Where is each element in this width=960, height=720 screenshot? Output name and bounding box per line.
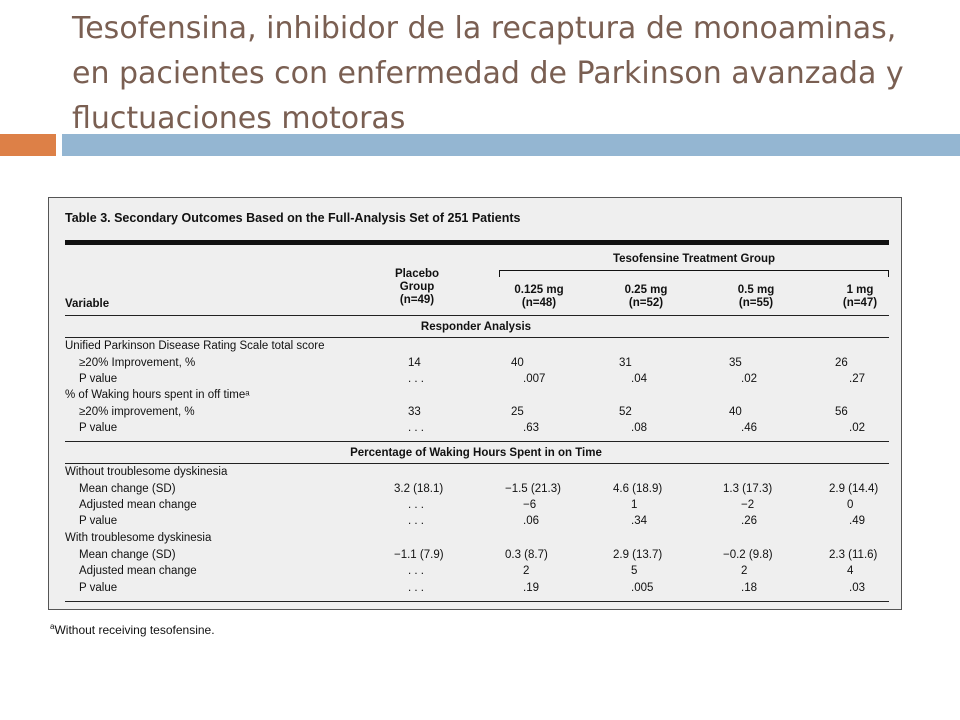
- cell-dose-0125: −6: [523, 499, 537, 511]
- header-dose: 0.25 mg: [624, 284, 668, 296]
- cell-dose-0125: −1.5 (21.3): [505, 483, 561, 495]
- cell-placebo: . . .: [408, 565, 424, 577]
- cell-placebo: −1.1 (7.9): [394, 549, 444, 561]
- cell-dose-05: .26: [741, 515, 757, 527]
- row-label: ≥20% Improvement, %: [79, 357, 196, 369]
- cell-dose-1: 2.3 (11.6): [829, 549, 878, 561]
- cell-dose-025: .04: [631, 373, 647, 385]
- cell-dose-0125: 2: [523, 565, 530, 577]
- table-row: [49, 483, 903, 500]
- cell-dose-0125: 25: [511, 406, 524, 418]
- cell-placebo: . . .: [408, 422, 424, 434]
- treatment-group-label: Tesofensine Treatment Group: [612, 253, 776, 265]
- cell-dose-1: 4: [847, 565, 854, 577]
- cell-dose-05: .02: [741, 373, 757, 385]
- cell-dose-025: .08: [631, 422, 647, 434]
- header-placebo-n: (n=49): [399, 294, 435, 306]
- cell-dose-0125: .63: [523, 422, 539, 434]
- slide-title: Tesofensina, inhibidor de la recaptura de monoaminas, en pacientes con enfermedad de Parkinson avanzada y fluctuaciones motoras: [72, 11, 904, 136]
- header-n: (n=48): [521, 297, 557, 309]
- cell-dose-05: 1.3 (17.3): [723, 483, 773, 495]
- cell-dose-025: 52: [619, 406, 632, 418]
- header-n: (n=52): [628, 297, 664, 309]
- section-rule: [65, 463, 889, 464]
- table-row: [49, 499, 903, 516]
- cell-dose-025: 31: [619, 357, 632, 369]
- table-image: [48, 197, 902, 610]
- header-dose: 1 mg: [846, 284, 874, 296]
- row-label: ≥20% improvement, %: [79, 406, 195, 418]
- treatment-group-bracket: [499, 270, 889, 277]
- table-row: [49, 466, 903, 483]
- header-dose: 0.125 mg: [514, 284, 564, 296]
- header-dose: 0.5 mg: [737, 284, 775, 296]
- header-placebo-line1: Placebo: [394, 268, 440, 280]
- cell-dose-0125: .19: [523, 582, 539, 594]
- row-label: Adjusted mean change: [79, 565, 197, 577]
- row-label: Mean change (SD): [79, 549, 176, 561]
- header-placebo: [389, 268, 445, 307]
- cell-dose-05: −0.2 (9.8): [723, 549, 773, 561]
- cell-dose-1: .49: [849, 515, 865, 527]
- row-label: P value: [79, 373, 118, 385]
- cell-placebo: . . .: [408, 515, 424, 527]
- cell-placebo: . . .: [408, 499, 424, 511]
- header-n: (n=55): [738, 297, 774, 309]
- row-label: P value: [79, 515, 118, 527]
- table-row: [49, 373, 903, 390]
- row-label: With troublesome dyskinesia: [65, 532, 212, 544]
- header-rule: [65, 315, 889, 316]
- row-label: Adjusted mean change: [79, 499, 197, 511]
- row-label: Without troublesome dyskinesia: [65, 466, 228, 478]
- header-dose-1: [825, 284, 895, 310]
- header-dose-0125: [504, 284, 574, 310]
- row-label: P value: [79, 422, 118, 434]
- cell-dose-05: 40: [729, 406, 742, 418]
- section-head-waking-hours: Percentage of Waking Hours Spent in on Time: [350, 447, 602, 459]
- cell-dose-05: .18: [741, 582, 757, 594]
- cell-placebo: . . .: [408, 373, 424, 385]
- cell-dose-025: 4.6 (18.9): [613, 483, 663, 495]
- cell-dose-1: .02: [849, 422, 865, 434]
- header-placebo-line2: Group: [399, 281, 435, 293]
- cell-placebo: 14: [408, 357, 421, 369]
- section-rule: [65, 441, 889, 442]
- footnote-mark: a: [50, 622, 55, 631]
- row-label: Mean change (SD): [79, 483, 176, 495]
- header-n: (n=47): [842, 297, 878, 309]
- row-label: Unified Parkinson Disease Rating Scale total score: [65, 340, 325, 352]
- cell-dose-1: .03: [849, 582, 865, 594]
- cell-placebo: 3.2 (18.1): [394, 483, 444, 495]
- table-row: [49, 549, 903, 566]
- row-label: P value: [79, 582, 118, 594]
- cell-dose-025: 2.9 (13.7): [613, 549, 663, 561]
- section-head-responder: Responder Analysis: [420, 321, 532, 333]
- cell-dose-1: 2.9 (14.4): [829, 483, 879, 495]
- header-dose-05: [721, 284, 791, 310]
- table-row: [49, 565, 903, 582]
- cell-placebo: 33: [408, 406, 421, 418]
- table-row: [49, 340, 903, 357]
- table-caption: Table 3. Secondary Outcomes Based on the Full-Analysis Set of 251 Patients: [65, 211, 521, 225]
- cell-dose-025: 5: [631, 565, 638, 577]
- table-row: [49, 422, 903, 439]
- cell-dose-05: 35: [729, 357, 742, 369]
- cell-dose-1: .27: [849, 373, 865, 385]
- table-row: [49, 582, 903, 599]
- cell-dose-0125: .007: [523, 373, 546, 385]
- header-dose-025: [611, 284, 681, 310]
- table-footnote: [50, 622, 215, 637]
- cell-dose-05: .46: [741, 422, 757, 434]
- cell-dose-025: .34: [631, 515, 647, 527]
- cell-dose-1: 0: [847, 499, 854, 511]
- table-row: [49, 389, 903, 406]
- table-row: [49, 532, 903, 549]
- cell-dose-0125: .06: [523, 515, 539, 527]
- table-top-rule: [65, 240, 889, 245]
- cell-dose-0125: 40: [511, 357, 524, 369]
- cell-placebo: . . .: [408, 582, 424, 594]
- header-variable: Variable: [65, 298, 110, 310]
- table-bottom-rule: [65, 601, 889, 602]
- cell-dose-025: 1: [631, 499, 638, 511]
- cell-dose-05: −2: [741, 499, 755, 511]
- accent-bar-orange: [0, 134, 56, 156]
- table-row: [49, 406, 903, 423]
- footnote-text: Without receiving tesofensine.: [54, 623, 215, 637]
- table-row: [49, 515, 903, 532]
- row-label: % of Waking hours spent in off timeᵃ: [65, 389, 250, 401]
- cell-dose-05: 2: [741, 565, 748, 577]
- section-rule: [65, 337, 889, 338]
- cell-dose-1: 56: [835, 406, 848, 418]
- cell-dose-025: .005: [631, 582, 654, 594]
- table-row: [49, 357, 903, 374]
- cell-dose-1: 26: [835, 357, 848, 369]
- cell-dose-0125: 0.3 (8.7): [505, 549, 548, 561]
